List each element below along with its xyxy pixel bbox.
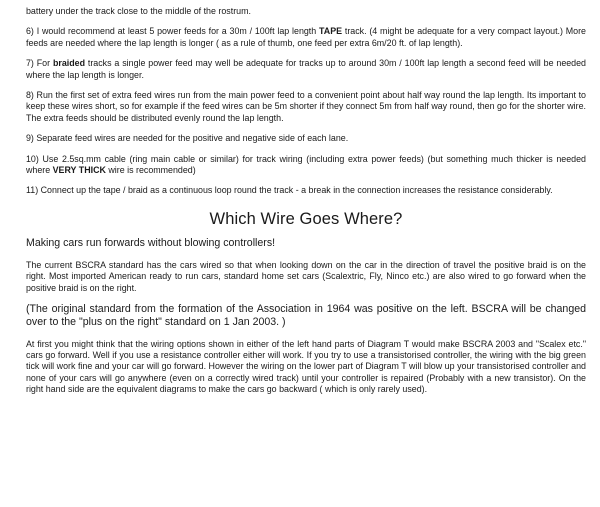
paragraph-item-11: 11) Connect up the tape / braid as a continuous loop round the track - a break in the connection increases the resistance considerably.: [26, 185, 553, 196]
paragraph-diagram-t: At first you might think that the wiring options shown in either of the left hand parts of Diagram T would make BSCRA 2003 and "Scalex etc." cars go forward. Well if you use a resistance controller either will work. If you try to use a transistorised controller, the wiring with the big green tick will work fine and your car will go forward. However the wiring on the lower part of Diagram T will blow up your transistorised controller and none of your cars will go anywhere (even on a correctly wired track) until your controller is repaired (Probably with a new transistor). On the right hand side are the equivalent diagrams to make the cars go backward ( which is only rarely used).: [26, 338, 586, 395]
section-heading: Which Wire Goes Where?: [209, 209, 403, 228]
paragraph-item-7: [26, 58, 586, 81]
item-10-text: 10) Use 2.5sq.mm cable (ring main cable or similar) for track wiring (including extra power feeds) (but something much thicker is needed where: [26, 153, 586, 176]
paragraph-bscra-standard: The current BSCRA standard has the cars wired so that when looking down on the car in the direction of travel the positive braid is on the right. Most imported American ready to run cars, standard home set cars (Scalextric, Fly, Ninco etc.) are also wired to go forward when the positive braid is on the right.: [26, 259, 586, 293]
item-7-text: 7) For: [26, 58, 53, 69]
item-7-text-end: tracks a single power feed may well be adequate for tracks up to around 30m / 100ft lap length a second feed will be needed where the lap length is longer.: [26, 58, 586, 80]
item-6-text: 6) I would recommend at least 5 power feeds for a 30m / 100ft lap length: [26, 26, 320, 37]
item-6-bold: TAPE: [319, 26, 343, 37]
item-10-text-end: wire is recommended): [105, 165, 196, 176]
paragraph-original-standard: (The original standard from the formation of the Association in 1964 was positive on the left. BSCRA will be changed over to the "plus on the right" standard on 1 Jan 2003. ): [26, 303, 586, 329]
paragraph-item-6: [26, 26, 586, 49]
paragraph-battery: battery under the track close to the middle of the rostrum.: [26, 6, 251, 16]
item-6-text-end: track. (4 might be adequate for a very compact layout.) More feeds are needed where the lap length is longer ( as a rule of thumb, one feed per extra 6m/20 ft. of lap length).: [26, 26, 586, 48]
paragraph-item-9: 9) Separate feed wires are needed for the positive and negative side of each lane.: [26, 133, 349, 144]
paragraph-item-10: [26, 154, 586, 177]
item-7-bold: braided: [52, 58, 86, 69]
item-10-bold: VERY THICK: [52, 165, 106, 176]
paragraph-item-8: 8) Run the first set of extra feed wires run from the main power feed to a convenient point about half way round the lap length. Its important to keep these wires short, so for example if the feed wires can be 5m shorter if they connect 5m from half way round, then go for the shorter wire. The extra feeds should be distributed evenly round the lap length.: [26, 90, 586, 123]
section-subheading: Making cars run forwards without blowing controllers!: [26, 236, 276, 249]
